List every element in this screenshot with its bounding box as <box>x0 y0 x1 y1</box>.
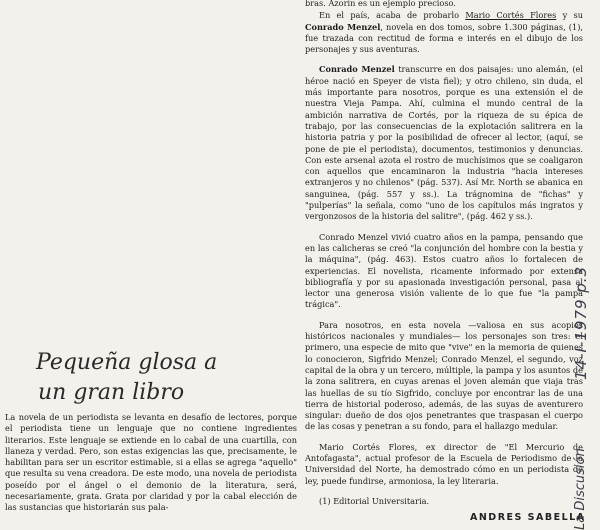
right-paragraph-1 <box>305 10 583 55</box>
title-line-2: un gran libro <box>38 380 185 405</box>
right-paragraph-5: Mario Cortés Flores, ex director de "El Mercurio de Antofagasta", actual profesor de la Escuela de Periodismo de la Universidad del Norte, ha demostrado cómo en un periodista de ley, puede fundirse, armoniosa, la ley literaria. <box>305 441 583 486</box>
right-paragraph-2 <box>305 64 583 222</box>
p2-book-title: Conrado Menzel <box>319 64 395 75</box>
p1-text-b: y su <box>556 10 583 21</box>
footnote: (1) Editorial Universitaria. <box>319 495 430 506</box>
right-paragraph-3: Conrado Menzel vivió cuatro años en la pampa, pensando que en las calicheras se creó "la conjunción del hombre con la bestia y la máquina", (pág. 463). Estos cuatro años lo fortalecen de experiencias. El novelista, ricamente informado por extensa bibliografía y por su apasionada investigación personal, pasa al lector una generosa visión valiente de lo que fue "la pampa trágica". <box>305 231 583 310</box>
p1-text-a: En el país, acaba de probarlo <box>319 10 466 21</box>
author-signature: ANDRES SABELLA <box>470 512 586 523</box>
handwritten-source-annotation: La Discusión <box>573 448 588 530</box>
p1-author-name: Mario Cortés Flores <box>465 10 557 21</box>
left-column-text: La novela de un periodista se levanta en desafío de lectores, porque el periodista tiene un lenguaje que no contiene ingredientes literarios. Este lenguaje se extiende en lo cabal de una cuartilla, con llaneza y verdad. Pero, son estas exigencias las que, precisamente, le habilitan para ser un escritor estimable, si a ellas se agrega "aquello" que resulta su vena creadora. De este modo, una novela de periodista poseído por el ángel o el demonio de la literatura, será, necesariamente, grata. Grata por claridad y por la cabal elección de las sustancias que historiarán sus pala- <box>5 412 297 513</box>
handwritten-date-annotation: 14-I-1979 p.3 <box>572 265 590 380</box>
title-line-1: Pequeña glosa a <box>36 350 218 375</box>
p1-book-title: Conrado Menzel <box>305 21 381 32</box>
right-column <box>305 0 583 508</box>
p2-text: transcurre en dos paisajes: uno alemán, (el héroe nació en Speyer de vista fiel); y otro chileno, sin duda, el más importante para nosotros, porque es una extensión el de nuestra Vieja Pampa. Ahí, culmina el mundo central de la ambición narrativa de Cortés, por la riqueza de su épica de trabajo, por las consecuencias de la explotación salitrera en la historia patria y por la posibilidad de ofrecer al lector, (aquí, se pone de pie el periodista), documentos, testimonios y denuncias. Con este arsenal azota el rostro de muchísimos que se coaligaron con aquellos que encaminaron la industria "hacia intereses extranjeros y no chilenos" (pág. 537). Así Mr. North se abanica en sanguinea, (pág. 557 y ss.). La trágnomina de "fichas" y "pulperías" la señala, como "uno de los capítulos más ingratos y vergonzosos de la historia del salitre", (pág. 462 y ss.). <box>305 64 583 222</box>
right-paragraph-4: Para nosotros, en esta novela —valiosa en sus acopios históricos nacionales y mundiales— los personajes son tres: el primero, una especie de mito que "vive" en la memoria de quienes lo conocieron, Sigfrido Menzel; Conrado Menzel, el segundo, voz capital de la obra y un tercero, múltiple, la pampa y los asuntos de la zona salitrera, en cuyas arenas el joven alemán que viaja tras las huellas de su tío Sigfrido, concluye por encontrar las de una tierra de historial poderoso, además, de las suyas de aventurero singular: dueño de dos ojos penetrantes que traspasan el cuerpo de las cosas y penetran a su fondo, para el hallazgo medular. <box>305 319 583 432</box>
p1-text-c: , novela en dos tomos, sobre 1.300 páginas, (1), fue trazada con rectitud de forma e interés en el dibujo de los personajes y sus aventuras. <box>305 21 584 55</box>
article-title <box>36 348 217 408</box>
right-paragraph-0: bras. Azorín es un ejemplo precioso. <box>305 0 456 8</box>
